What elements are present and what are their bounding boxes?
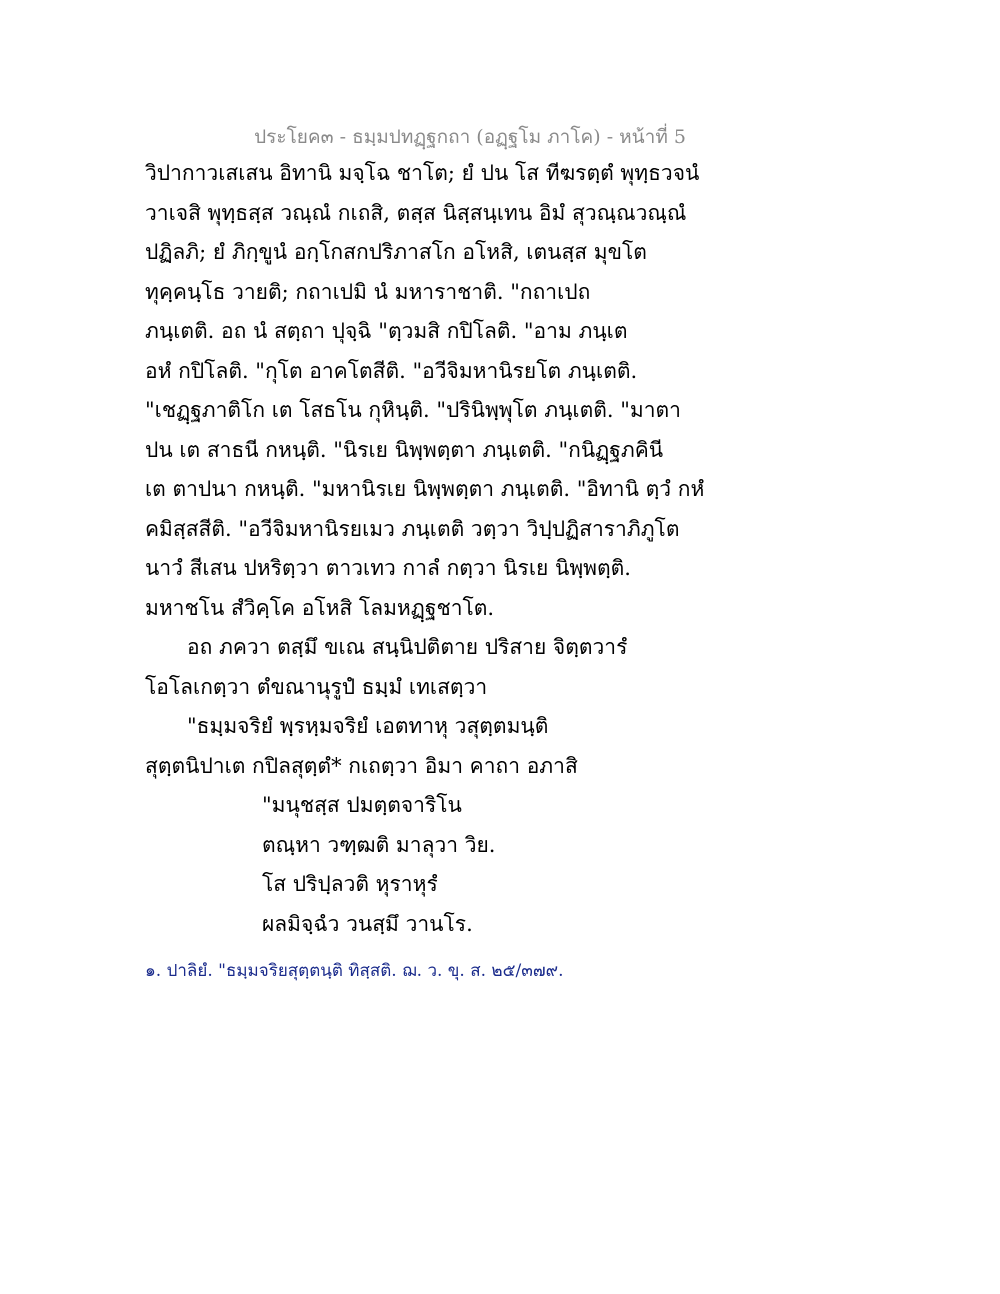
text-line: วาเจสิ พุทฺธสฺส วณฺณํ กเถสิ, ตสฺส นิสฺสนฺเทน อิมํ สุวณฺณวณฺณํ	[145, 200, 687, 225]
text-line: ปน เต สาธนี กหนฺติ. "นิรเย นิพฺพตฺตา ภนฺเตติ. "กนิฏฺฐภคินี	[145, 437, 664, 462]
main-text	[145, 160, 705, 950]
paragraph-line: "ธมฺมจริยํ พฺรหฺมจริยํ เอตทาหุ วสุตฺตมนฺติ	[187, 714, 549, 738]
text-line: ปฏิลภิ; ยํ ภิกฺขูนํ อกฺโกสกปริภาสโก อโหสิ, เตนสฺส มุขโต	[145, 240, 647, 264]
page-header: ประโยค๓ - ธมฺมปทฏฺฐกถา (อฏฺฐโม ภาโค) - หน้าที่ 5	[254, 126, 686, 148]
text-line: อหํ กปิโลติ. "กุโต อาคโตสีติ. "อวีจิมหานิรยโต ภนฺเตติ.	[145, 358, 638, 383]
text-line: นาวํ สีเสน ปหริตฺวา ตาวเทว กาลํ กตฺวา นิรเย นิพฺพตฺติ.	[145, 556, 631, 580]
text-line: "เชฏฺฐภาติโก เต โสธโน กุหินฺติ. "ปรินิพฺพุโต ภนฺเตติ. "มาตา	[145, 398, 681, 422]
paragraph-line: อถ ภควา ตสฺมึ ขเณ สนฺนิปติตาย ปริสาย จิตฺตวารํ	[187, 635, 628, 659]
text-line: ทุคฺคนฺโธ วายติ; กถาเปมิ นํ มหาราชาติ. "กถาเปถ	[145, 279, 591, 304]
text-line: คมิสฺสสีติ. "อวีจิมหานิรยเมว ภนฺเตติ วตฺวา วิปฺปฏิสาราภิภูโต	[145, 516, 680, 541]
verse-line: ตณฺหา วฑฺฒติ มาลุวา วิย.	[262, 832, 496, 857]
footnote: ๑. ปาลิยํ. "ธมฺมจริยสุตฺตนฺติ ทิสฺสติ. ฌ. ว. ขุ. ส. ๒๕/๓๗๙.	[145, 961, 564, 981]
paragraph-line: สุตฺตนิปาเต กปิลสุตฺตํ* กเถตฺวา อิมา คาถา อภาสิ	[145, 753, 578, 778]
verse-line: โส ปริปฺลวติ หุราหุรํ	[262, 872, 438, 896]
text-line: มหาชโน สํวิคฺโค อโหสิ โลมหฏฺฐชาโต.	[145, 595, 495, 620]
paragraph-line: โอโลเกตฺวา ตํขณานุรูปํ ธมฺมํ เทเสตฺวา	[145, 674, 488, 699]
verse-line: "มนุชสฺส ปมตฺตจาริโน	[262, 793, 462, 817]
verse-line: ผลมิจฺฉํว วนสฺมึ วานโร.	[262, 911, 473, 936]
text-line: ภนฺเตติ. อถ นํ สตฺถา ปุจฺฉิ "ตฺวมสิ กปิโลติ. "อาม ภนฺเต	[145, 319, 628, 343]
text-line: เต ตาปนา กหนฺติ. "มหานิรเย นิพฺพตฺตา ภนฺเตติ. "อิทานิ ตฺวํ กหํ	[145, 477, 705, 501]
text-line: วิปากาวเสเสน อิทานิ มจฺโฉ ชาโต; ยํ ปน โส ทีฆรตฺตํ พุทฺธวจนํ	[145, 161, 700, 185]
